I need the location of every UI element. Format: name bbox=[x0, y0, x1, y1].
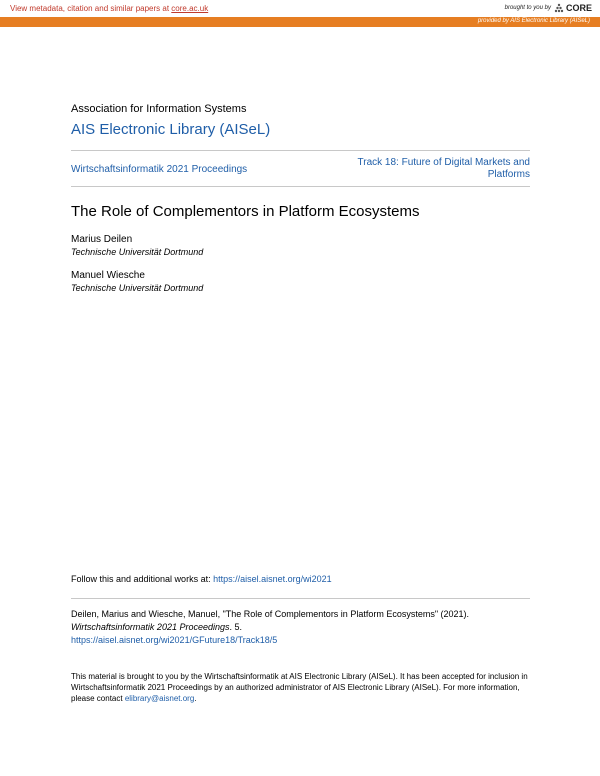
citation-number: . 5. bbox=[229, 622, 243, 632]
core-banner bbox=[0, 0, 600, 17]
track-link[interactable]: Track 18: Future of Digital Markets and Platforms bbox=[357, 157, 530, 180]
follow-works bbox=[71, 574, 332, 584]
divider-citation bbox=[71, 598, 530, 599]
access-notice bbox=[71, 671, 531, 704]
author-affiliation: Technische Universität Dortmund bbox=[71, 247, 204, 257]
divider-top bbox=[71, 150, 530, 151]
brought-by-text: brought to you by bbox=[504, 5, 551, 11]
metadata-prefix: View metadata, citation and similar papers at bbox=[10, 4, 172, 13]
follow-text: Follow this and additional works at: bbox=[71, 574, 214, 584]
citation-main: Deilen, Marius and Wiesche, Manuel, "The Role of Complementors in Platform Ecosystems" (2021). bbox=[71, 609, 470, 619]
author-name: Manuel Wiesche bbox=[71, 270, 145, 281]
recommended-citation bbox=[71, 608, 531, 647]
metadata-banner-text bbox=[10, 4, 208, 13]
divider-bottom bbox=[71, 186, 530, 187]
citation-journal-line bbox=[71, 621, 531, 634]
core-logo[interactable] bbox=[554, 3, 592, 13]
core-logo-text: CORE bbox=[565, 3, 592, 13]
association-name: Association for Information Systems bbox=[71, 103, 247, 115]
paper-title: The Role of Complementors in Platform Ecosystems bbox=[71, 203, 420, 220]
citation-url[interactable]: https://aisel.aisnet.org/wi2021/GFuture18/Track18/5 bbox=[71, 635, 278, 645]
author-name: Marius Deilen bbox=[71, 234, 133, 245]
proceedings-link[interactable]: Wirtschaftsinformatik 2021 Proceedings bbox=[71, 164, 248, 175]
core-link[interactable]: core.ac.uk bbox=[171, 4, 209, 13]
follow-link[interactable]: https://aisel.aisnet.org/wi2021 bbox=[213, 574, 332, 584]
library-link[interactable]: AIS Electronic Library (AISeL) bbox=[71, 121, 271, 138]
contact-email-link[interactable]: elibrary@aisnet.org bbox=[124, 694, 195, 703]
provided-by-bar bbox=[0, 17, 600, 27]
notice-end: . bbox=[194, 694, 197, 703]
citation-journal: Wirtschaftsinformatik 2021 Proceedings bbox=[71, 622, 230, 632]
provided-by-text[interactable]: provided by AIS Electronic Library (AISeL) bbox=[477, 18, 590, 24]
core-logo-icon bbox=[554, 3, 564, 13]
brought-by[interactable] bbox=[505, 3, 592, 13]
notice-text: This material is brought to you by the Wirtschaftsinformatik at AIS Electronic Library (AISeL). It has been accepted for inclusion in Wirtschaftsinformatik 2021 Proceedings by an authorized administrator of AIS Electronic Library (AISeL). For more information, please contact bbox=[71, 672, 528, 703]
author-affiliation: Technische Universität Dortmund bbox=[71, 283, 204, 293]
